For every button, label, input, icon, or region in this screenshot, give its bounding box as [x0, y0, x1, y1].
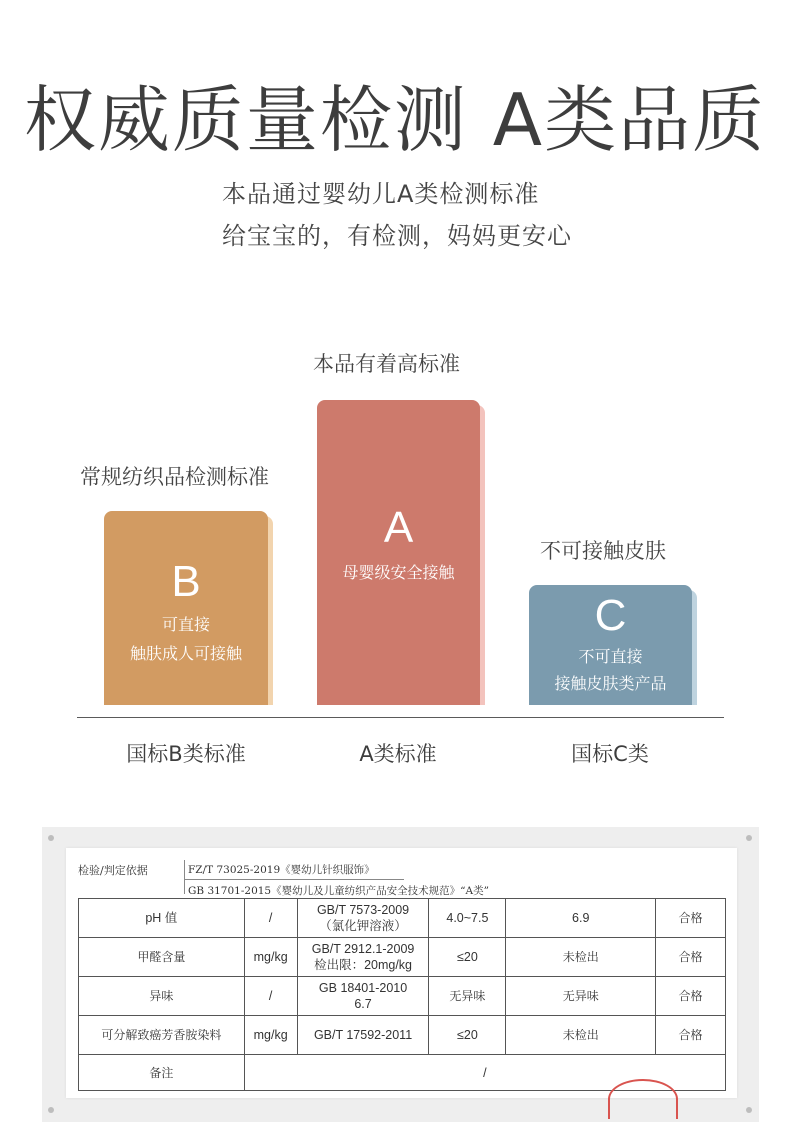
unit-cell: mg/kg: [244, 938, 297, 977]
label-b-standard: 国标B类标准: [126, 742, 246, 766]
caption-c: 不可接触皮肤: [540, 539, 666, 563]
method-cell: [297, 938, 429, 977]
stamp-seal: [608, 1079, 678, 1119]
page-title: 权威质量检测 A类品质: [23, 78, 767, 162]
note-value-cell: /: [244, 1055, 725, 1091]
method-cell: [297, 977, 429, 1016]
bar-b: [104, 511, 268, 705]
bar-a-letter: A: [383, 503, 414, 552]
method-line1: GB/T 2912.1-2009: [311, 942, 415, 956]
subtitle-line-1: 本品通过婴幼儿A类检测标准: [222, 180, 540, 208]
pin-icon: [746, 835, 752, 841]
method-cell: [297, 899, 429, 938]
item-cell: 异味: [79, 977, 245, 1016]
limit-cell: 4.0~7.5: [429, 899, 506, 938]
table-row: [79, 899, 726, 938]
result-cell: 6.9: [506, 899, 656, 938]
basis-underline: [184, 879, 404, 880]
result-cell: 未检出: [506, 938, 656, 977]
limit-cell: ≤20: [429, 1016, 506, 1055]
result-cell: 无异味: [506, 977, 656, 1016]
bar-c: [529, 585, 692, 705]
table-row: [79, 938, 726, 977]
basis-divider: [184, 860, 185, 894]
method-line1: GB 18401-2010: [318, 981, 408, 995]
method-line2: 6.7: [354, 997, 372, 1011]
bar-c-line2: 接触皮肤类产品: [554, 674, 667, 693]
result-cell: 未检出: [506, 1016, 656, 1055]
basis-line-2: GB 31701-2015《婴幼儿及儿童纺织产品安全技术规范》“A类”: [188, 885, 489, 897]
label-c-standard: 国标C类: [571, 742, 649, 766]
verdict-cell: 合格: [656, 977, 726, 1016]
caption-b: 常规纺织品检测标准: [80, 465, 269, 489]
method-line1: GB/T 7573-2009: [316, 903, 410, 917]
verdict-cell: 合格: [656, 899, 726, 938]
bar-b-line1: 可直接: [161, 615, 210, 634]
pin-icon: [48, 835, 54, 841]
basis-line-1: FZ/T 73025-2019《婴幼儿针织服饰》: [188, 864, 375, 876]
subtitle-line-2: 给宝宝的，有检测，妈妈更安心: [222, 222, 572, 250]
unit-cell: mg/kg: [244, 1016, 297, 1055]
limit-cell: 无异味: [429, 977, 506, 1016]
unit-cell: /: [244, 977, 297, 1016]
pin-icon: [48, 1107, 54, 1113]
method-line2: （氯化钾溶液）: [319, 919, 407, 933]
limit-cell: ≤20: [429, 938, 506, 977]
method-line2: 检出限：20mg/kg: [314, 958, 413, 972]
test-report: [66, 848, 737, 1098]
chart-baseline: [77, 717, 724, 718]
verdict-cell: 合格: [656, 1016, 726, 1055]
pin-icon: [746, 1107, 752, 1113]
item-cell: pH 值: [79, 899, 245, 938]
basis-label: 检验/判定依据: [78, 864, 148, 877]
label-a-standard: A类标准: [359, 742, 437, 766]
table-row: [79, 1016, 726, 1055]
table-row: [79, 977, 726, 1016]
bar-c-letter: C: [594, 591, 627, 640]
bar-b-line2: 触肤成人可接触: [129, 644, 242, 663]
verdict-cell: 合格: [656, 938, 726, 977]
bar-a: [317, 400, 480, 705]
unit-cell: /: [244, 899, 297, 938]
bar-b-letter: B: [171, 557, 201, 606]
note-label-cell: 备注: [79, 1055, 245, 1091]
bar-a-line1: 母婴级安全接触: [342, 563, 455, 582]
bar-c-line1: 不可直接: [578, 647, 643, 666]
caption-a: 本品有着高标准: [313, 352, 460, 376]
method-cell: GB/T 17592-2011: [297, 1016, 429, 1055]
item-cell: 甲醛含量: [79, 938, 245, 977]
results-table: [78, 898, 726, 1091]
item-cell: 可分解致癌芳香胺染料: [79, 1016, 245, 1055]
